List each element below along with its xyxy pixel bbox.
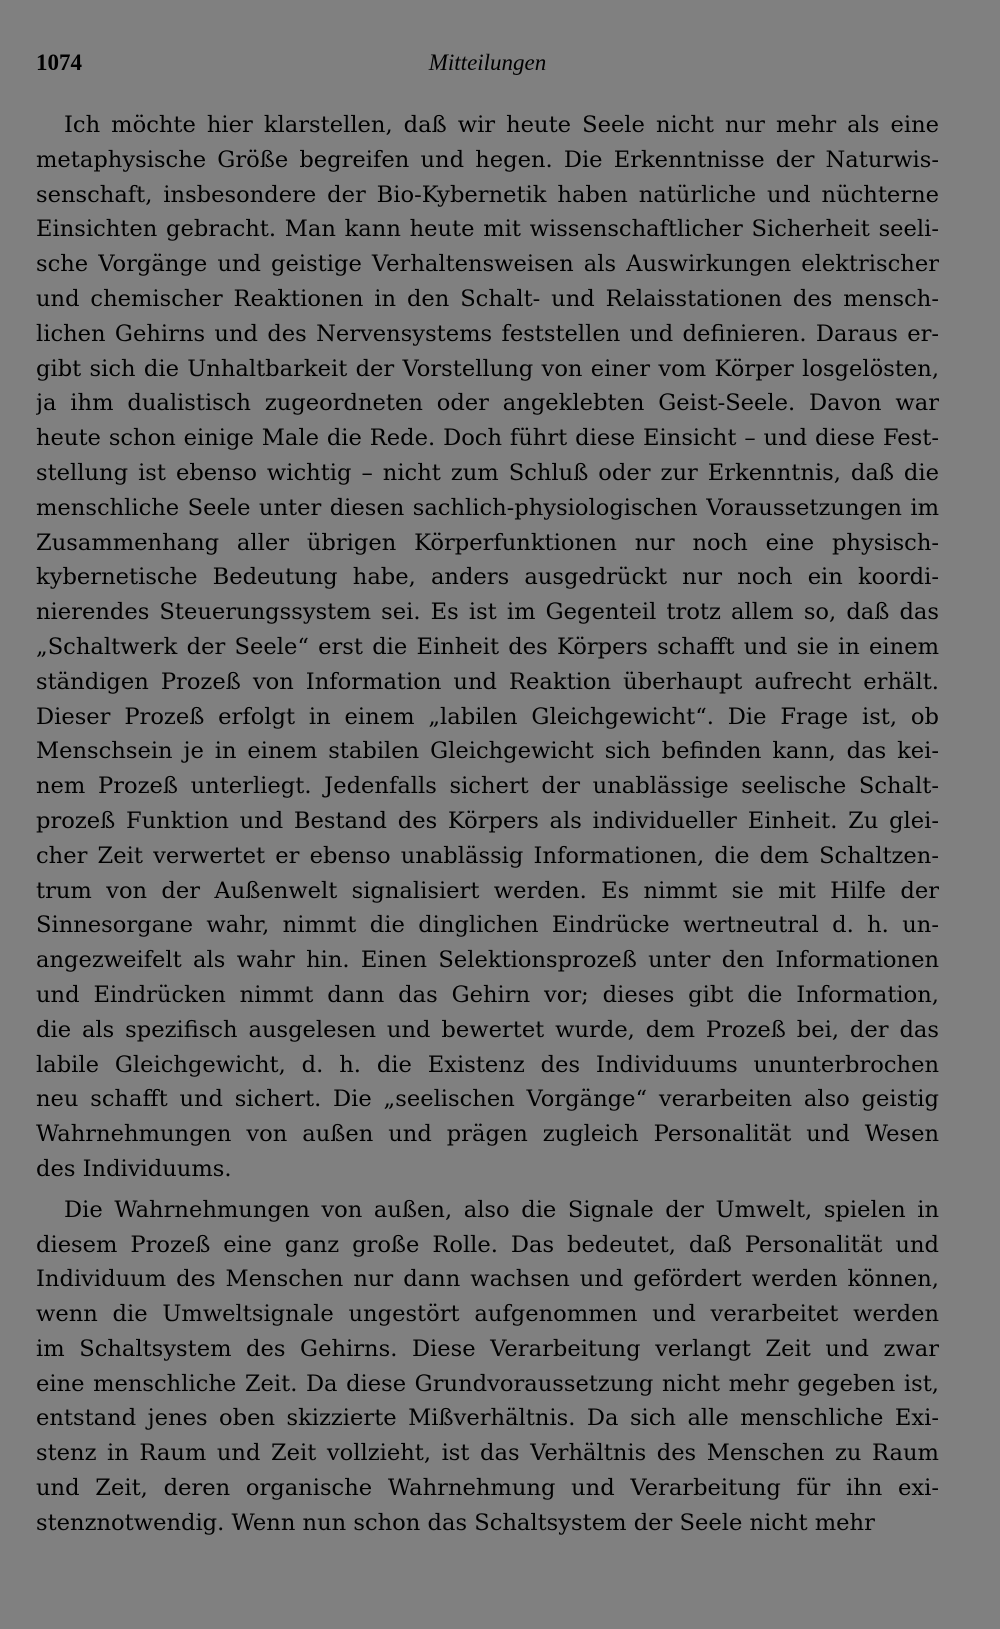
page-number: 1074 [36, 50, 82, 75]
text-line: „Schaltwerk der Seele“ erst die Einheit des Körpers schafft und sie in einem [36, 633, 939, 660]
paragraph [36, 1193, 939, 1541]
text-line: trum von der Außenwelt signalisiert werden. Es nimmt sie mit Hilfe der [36, 877, 939, 904]
text-line: Die Wahrnehmungen von außen, also die Signale der Umwelt, spielen in [64, 1196, 939, 1223]
text-line: entstand jenes oben skizzierte Mißverhältnis. Da sich alle menschliche Exi- [36, 1405, 939, 1432]
text-line: diesem Prozeß eine ganz große Rolle. Das bedeutet, daß Personalität und [36, 1231, 939, 1258]
text-line: eine menschliche Zeit. Da diese Grundvoraussetzung nicht mehr gegeben ist, [36, 1370, 939, 1397]
body-text [36, 108, 939, 1541]
text-line: heute schon einige Male die Rede. Doch führt diese Einsicht – und diese Fest- [36, 425, 939, 452]
text-line: Zusammenhang aller übrigen Körperfunktionen nur noch eine physisch- [36, 529, 939, 556]
text-line: prozeß Funktion und Bestand des Körpers als individueller Einheit. Zu glei- [36, 807, 939, 834]
text-line: Ich möchte hier klarstellen, daß wir heute Seele nicht nur mehr als eine [64, 112, 939, 138]
text-line: die als spezifisch ausgelesen und bewertet wurde, dem Prozeß bei, der das [36, 1016, 939, 1043]
text-line: und Zeit, deren organische Wahrnehmung und Verarbeitung für ihn exi- [36, 1475, 939, 1502]
text-line: neu schafft und sichert. Die „seelischen Vorgänge“ verarbeiten also geistig [36, 1086, 939, 1113]
text-line: wenn die Umweltsignale ungestört aufgenommen und verarbeitet werden [36, 1301, 939, 1328]
text-line: Dieser Prozeß erfolgt in einem „labilen Gleichgewicht“. Die Frage ist, ob [36, 703, 939, 730]
text-line: ja ihm dualistisch zugeordneten oder angeklebten Geist-Seele. Davon war [36, 390, 939, 417]
text-line: des Individuums. [36, 1155, 232, 1182]
page-header [36, 50, 939, 84]
text-line: stenz in Raum und Zeit vollzieht, ist das Verhältnis des Menschen zu Raum [36, 1440, 939, 1467]
text-line: sche Vorgänge und geistige Verhaltensweisen als Auswirkungen elektrischer [36, 251, 939, 278]
text-line: labile Gleichgewicht, d. h. die Existenz des Individuums ununterbrochen [36, 1051, 939, 1078]
text-line: angezweifelt als wahr hin. Einen Selektionsprozeß unter den Informationen [36, 947, 939, 974]
text-line: nem Prozeß unterliegt. Jedenfalls sichert der unablässige seelische Schalt- [36, 773, 939, 800]
running-head: Mitteilungen [428, 50, 547, 75]
text-line: lichen Gehirns und des Nervensystems feststellen und definieren. Daraus er- [36, 320, 939, 347]
text-line: menschliche Seele unter diesen sachlich-physiologischen Voraussetzungen im [36, 494, 939, 521]
text-line: cher Zeit verwertet er ebenso unablässig Informationen, die dem Schaltzen- [36, 842, 939, 869]
text-line: ständigen Prozeß von Information und Reaktion überhaupt aufrecht erhält. [36, 668, 939, 695]
text-line: Sinnesorgane wahr, nimmt die dinglichen Eindrücke wertneutral d. h. un- [36, 912, 939, 939]
text-line: stenznotwendig. Wenn nun schon das Schaltsystem der Seele nicht mehr [36, 1509, 875, 1536]
text-line: metaphysische Größe begreifen und hegen. Die Erkenntnisse der Naturwis- [36, 146, 939, 173]
text-line: und chemischer Reaktionen in den Schalt- und Relaisstationen des mensch- [36, 285, 939, 312]
text-line: Einsichten gebracht. Man kann heute mit wissenschaftlicher Sicherheit seeli- [36, 216, 939, 243]
text-line: und Eindrücken nimmt dann das Gehirn vor; dieses gibt die Information, [36, 981, 939, 1008]
text-line: Menschsein je in einem stabilen Gleichgewicht sich befinden kann, das kei- [36, 738, 939, 765]
text-line: senschaft, insbesondere der Bio-Kybernetik haben natürliche und nüchterne [36, 181, 939, 208]
text-line: Wahrnehmungen von außen und prägen zugleich Personalität und Wesen [36, 1121, 939, 1148]
text-line: kybernetische Bedeutung habe, anders ausgedrückt nur noch ein koordi- [36, 564, 939, 591]
text-line: im Schaltsystem des Gehirns. Diese Verarbeitung verlangt Zeit und zwar [36, 1335, 939, 1362]
text-line: nierendes Steuerungssystem sei. Es ist im Gegenteil trotz allem so, daß das [36, 599, 939, 626]
text-line: gibt sich die Unhaltbarkeit der Vorstellung von einer vom Körper losgelösten, [36, 355, 939, 382]
text-line: Individuum des Menschen nur dann wachsen und gefördert werden können, [36, 1266, 939, 1293]
text-line: stellung ist ebenso wichtig – nicht zum Schluß oder zur Erkenntnis, daß die [36, 459, 939, 486]
paragraph [36, 108, 939, 1187]
